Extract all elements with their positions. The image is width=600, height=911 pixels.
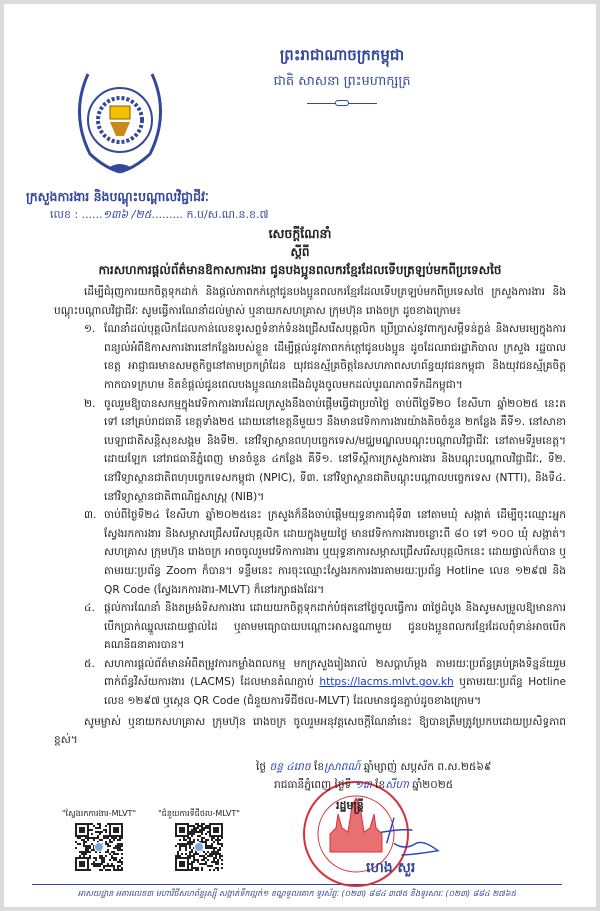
qr-job-search <box>56 808 142 871</box>
signature <box>356 814 476 858</box>
item-text: ចូលរួមឱ្យបានសកម្មក្នុងវេទិកាការងារដែលក្រសួងនឹងចាប់ផ្តើមធ្វើជាប្រចាំថ្ងៃ ចាប់ពីថ្ងៃទី២០ ខែសីហា ឆ្នាំ២០២៥ នេះតទៅ នៅគ្រប់រាជធានី ខេត្តទាំង២៥ ដោយនៅខេត្តនីមួយៗ នឹងមានវេទិកាការងារយ៉ាងតិចចំនួន ២កន្លែង គឺទី១. នៅសាខាបេឡាជាតិសន្តិសុខសង្គម និងទី២. នៅវិទ្យាស្ថានពហុបច្ចេកទេស/មជ្ឈមណ្ឌលបណ្តុះបណ្តាលវិជ្ជាជីវៈ នៅតាមទីរួមខេត្ត។ ដោយឡែក នៅរាជធានីភ្នំពេញ មានចំនួន ៤កន្លែង គឺទី១. នៅទីស្តីការក្រសួងការងារ និងបណ្តុះបណ្តាលវិជ្ជាជីវៈ, ទី២. នៅវិទ្យាស្ថានជាតិពហុបច្ចេកទេសកម្ពុជា (NPIC), ទី៣. នៅវិទ្យាស្ថានជាតិបណ្តុះបណ្តាលបច្ចេកទេស (NTTI), និងទី៤. នៅវិទ្យាស្ថានជាតិពាណិជ្ជសាស្ត្រ (NIB)។ <box>104 397 566 503</box>
signatory-name: ហេង សួរ <box>366 859 416 876</box>
signature-block <box>256 758 574 878</box>
ref-label: លេខ : <box>50 208 79 221</box>
list-item <box>84 395 566 507</box>
title-about: ស្តីពី <box>290 245 310 259</box>
list-item <box>84 320 566 394</box>
lunar-month-label: ខែ <box>313 760 325 773</box>
ministry-logo <box>70 64 170 182</box>
date-block <box>256 758 574 794</box>
list-item <box>84 655 566 711</box>
lacms-link[interactable]: https://lacms.mlvt.gov.kh <box>319 676 454 689</box>
national-motto: ជាតិ សាសនា ព្រះមហាក្សត្រ <box>273 74 411 89</box>
document-subject: ការសហការផ្តល់ព័ត៌មានឱកាសការងារ ជូនបងប្អូនពលករខ្មែរដែលទើបត្រឡប់មកពីប្រទេសថៃ <box>98 263 502 277</box>
ornament-center <box>335 100 349 106</box>
ref-year: ២៥ <box>135 208 152 221</box>
qr-label-job-search: "ស្វែងរកការងារ-MLVT" <box>61 808 137 818</box>
item-text: សហការផ្តល់ព័ត៌មានអំពីតម្រូវការកម្លាំងពលកម្ម មកក្រសួងរៀងរាល់ ២សប្តាហ៍ម្តង តាមរយៈប្រព័ន្ធគ្រប់គ្រងទិន្នន័យរួមពាក់ព័ន្ធវិស័យការងារ (LACMS) ដែលមានតំណភ្ជាប់ <box>104 657 566 689</box>
footer-address: អាសយដ្ឋាន អគារលេខ៣ មហាវិថីសហព័ន្ធរុស្ស៊ី សង្កាត់ទឹកល្អក់១ ខណ្ឌទួលគោក ទូរស័ព្ទៈ (០២៣) ៨៨៤ ៣៧៥ និងទូរសារៈ (០២៣) ៨៨៤ ២៧៦៥ <box>77 888 517 898</box>
item-number: ៣. <box>84 509 97 522</box>
qr-codes <box>26 758 256 871</box>
closing-paragraph: សូមម្ចាស់ ឬនាយកសហគ្រាស ក្រុមហ៊ុន រោងចក្រ ចូលរួមអនុវត្តសេចក្តីណែនាំនេះ ឱ្យបានត្រឹមត្រូវប្រកបដោយប្រសិទ្ធភាពខ្ពស់។ <box>54 715 566 747</box>
item-text: ចាប់ពីថ្ងៃទី២៤ ខែសីហា ឆ្នាំ២០២៥នេះ ក្រសួងក៏នឹងចាប់ផ្តើមយុទ្ធនាការជុំទី៣ នៅតាមឃុំ សង្កាត់ ដើម្បីចុះឈ្មោះអ្នកស្វែងរកការងារ និងសម្ភាសជ្រើសរើសបុគ្គលិក ដោយក្នុងមួយថ្ងៃ មានវេទិកាការងារចន្លោះពី ៨០ ទៅ ១០០ ឃុំ សង្កាត់។ សហគ្រាស ក្រុមហ៊ុន រោងចក្រ អាចចូលរួមវេទិកាការងារ ឬយុទ្ធនាការសម្ភាសជ្រើសរើសបុគ្គលិកនេះ ដោយផ្ទាល់ក៏បាន ឬតាមរយៈប្រព័ន្ធ Zoom ក៏បាន។ ទន្ទឹមនេះ ការចុះឈ្មោះស្វែងរកការងារតាមរយៈប្រព័ន្ធ Hotline លេខ ១២៩៧ និង QR Code (ស្វែងរកការងារ-MLVT) ក៏នៅរក្សាផងដែរ។ <box>104 509 566 596</box>
solar-date <box>256 776 574 794</box>
item-text: ផ្តល់ការណែនាំ និងតម្រង់ទិសការងារ ដោយយកចិត្តទុកដាក់បំផុតនៅថ្ងៃចូលធ្វើការ ៣ថ្ងៃដំបូង និងសូមសម្រួលឱ្យមានការបើកប្រាក់ឈ្នួលដោយផ្ទាល់ដៃ ឬតាមមធ្យោបាយបណ្តោះអាសន្នណាមួយ ជូនបងប្អូនពលករខ្មែរដែលពុំទាន់អាចបើកគណនីធនាគារបាន។ <box>104 602 566 652</box>
date-day: ១៣ <box>354 778 372 791</box>
kingdom-heading: ព្រះរាជាណាចក្រកម្ពុជា <box>279 46 405 64</box>
item-number: ៥. <box>84 657 95 670</box>
intro-paragraph: ដើម្បីជំរុញការយកចិត្តទុកដាក់ និងផ្តល់ភាពកក់ក្តៅជូនបងប្អូនពលករខ្មែរដែលទើបត្រឡប់មកពីប្រទេសថៃ ក្រសួងការងារ និងបណ្តុះបណ្តាលវិជ្ជាជីវៈ សូមធ្វើការណែនាំដល់ម្ចាស់ ឬនាយកសហគ្រាស ក្រុមហ៊ុន រោងចក្រ ដូចខាងក្រោម៖ <box>54 286 566 317</box>
lunar-day: ចន្ទ ៤រោច <box>269 760 311 773</box>
date-place: រាជធានីភ្នំពេញ ថ្ងៃទី <box>274 778 352 791</box>
item-number: ២. <box>84 397 96 410</box>
lunar-month: ស្រាពណ៍ <box>324 760 361 773</box>
date-month: សីហា <box>385 778 409 791</box>
document-body <box>54 283 566 750</box>
date-year: ឆ្នាំ២០២៥ <box>412 778 454 791</box>
item-number: ៤. <box>84 602 95 615</box>
ref-number: ១៣៦ <box>102 208 129 221</box>
document-page <box>4 4 596 907</box>
national-heading <box>170 44 574 110</box>
reference-number: លេខ : ......១៣៦ /២៥......... ក.ប/ស.ណ.ន.ខ.៧ <box>50 208 269 221</box>
qr-code-digital-assistant[interactable] <box>175 823 223 871</box>
item-text: ឬតាមរយៈប្រព័ន្ធ Hotline លេខ ១២៩៧ ឬស្កេន QR Code (ជំនួយការទីជីថល-MLVT) ដែលមានជូនភ្ជាប់ដូចខាងក្រោម។ <box>104 676 566 708</box>
qr-label-digital-assistant: "ជំនួយការទីជីថល-MLVT" <box>158 808 240 818</box>
ministry-name: ក្រសួងការងារ និងបណ្តុះបណ្តាលវិជ្ជាជីវៈ <box>26 189 209 204</box>
list-item <box>84 599 566 655</box>
qr-digital-assistant <box>156 808 242 871</box>
qr-code-job-search[interactable] <box>75 823 123 871</box>
lunar-year: ឆ្នាំម្សាញ់ សប្តស័ក ព.ស.២៥៦៩ <box>363 760 492 773</box>
ornament-divider <box>307 98 377 110</box>
signatory-title: រដ្ឋមន្ត្រី <box>336 798 364 812</box>
letterhead <box>26 44 574 184</box>
document-title: សេចក្តីណែនាំ <box>268 226 332 241</box>
item-text: ណែនាំដល់បុគ្គលិកដែលកាន់លេខទូរសព្ទទំនាក់ទំនងជ្រើសរើសបុគ្គលិក ប្រើប្រាស់នូវពាក្យសម្តីទន់ភ្លន់ និងសមរម្យក្នុងការពន្យល់អំពីឱកាសការងារនៅកន្លែងរបស់ខ្លួន ដើម្បីផ្តល់នូវភាពកក់ក្តៅជូនបងប្អូន ដូចដែលរាជរដ្ឋាភិបាល ក្រសួង រដ្ឋបាលខេត្ត អាជ្ញាធរមានសមត្ថកិច្ចនៅតាមច្រកព្រំដែន យុវជនស្ម័គ្រចិត្តនៃសហភាពសហព័ន្ធយុវជនកម្ពុជា និងយុវជនស្ម័គ្រចិត្តកាកបាទក្រហម ខិតខំផ្តល់ជូនពេលបងប្អូនឈានជើងដំបូងចូលមកដល់បូរណភាពទឹកដីកម្ពុជា។ <box>104 323 566 391</box>
lunar-date <box>256 758 574 776</box>
signature-section <box>26 758 574 878</box>
item-number: ១. <box>84 323 96 336</box>
list-item <box>84 506 566 599</box>
ref-code: ក.ប/ស.ណ.ន.ខ.៧ <box>186 208 269 221</box>
lunar-prefix: ថ្ងៃ <box>256 760 267 773</box>
date-month-label: ខែ <box>375 778 386 791</box>
